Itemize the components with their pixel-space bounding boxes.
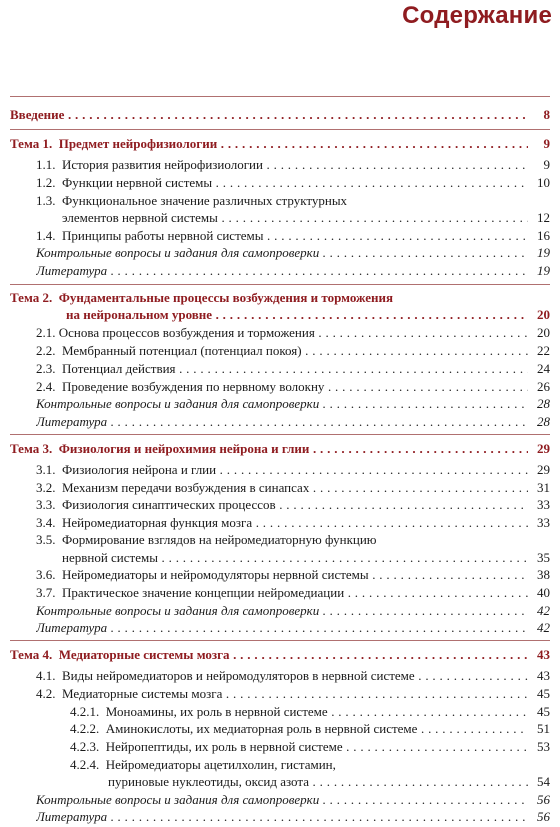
item-title: Основа процессов возбуждения и торможения — [58, 325, 315, 340]
theme-title: Физиология и нейрохимия нейрона и глии — [58, 441, 310, 456]
page-number: 20 — [537, 307, 550, 322]
item-title: Контрольные вопросы и задания для самопроверки — [36, 792, 320, 807]
toc-questions-2[interactable] — [36, 396, 550, 412]
toc-item-3-5-first-line — [36, 532, 377, 548]
page-number: 56 — [537, 809, 550, 824]
item-title: Принципы работы нервной системы — [62, 228, 264, 243]
item-title: элементов нервной системы — [62, 210, 218, 225]
item-title: пуриновые нуклеотиды, оксид азота — [108, 774, 309, 789]
item-title: Литература — [36, 620, 108, 635]
item-title: Контрольные вопросы и задания для самопроверки — [36, 603, 320, 618]
toc-item-3-4[interactable] — [36, 515, 550, 531]
theme-number: Тема 4. — [10, 647, 53, 662]
page-number: 56 — [537, 792, 550, 807]
toc-item-3-6[interactable] — [36, 567, 550, 583]
theme-title: Медиаторные системы мозга — [58, 647, 230, 662]
item-title: Функции нервной системы — [62, 175, 213, 190]
item-number: 1.4. — [36, 228, 56, 243]
toc-theme-2-first-line — [10, 290, 393, 306]
toc-item-3-5[interactable] — [62, 550, 550, 566]
toc-questions-1[interactable] — [36, 245, 550, 261]
item-number: 3.1. — [36, 462, 56, 477]
theme-number: Тема 2. — [10, 290, 53, 305]
item-number: 3.4. — [36, 515, 56, 530]
toc-item-3-1[interactable] — [36, 462, 550, 478]
toc-item-1-2[interactable] — [36, 175, 550, 191]
page-number: 10 — [537, 175, 550, 190]
item-number: 3.5. — [36, 532, 56, 547]
item-number: 3.2. — [36, 480, 56, 495]
toc-item-1-3[interactable] — [62, 210, 550, 226]
page-number: 19 — [537, 263, 550, 278]
divider — [10, 434, 550, 435]
toc-subitem-4-2-4[interactable] — [108, 774, 550, 790]
item-title: Контрольные вопросы и задания для самопроверки — [36, 245, 320, 260]
divider — [10, 96, 550, 97]
toc-item-4-2[interactable] — [36, 686, 550, 702]
item-title: Физиология синаптических процессов — [62, 497, 276, 512]
theme-title: Фундаментальные процессы возбуждения и торможения — [58, 290, 394, 305]
item-number: 4.2.1. — [70, 704, 100, 719]
page-number: 24 — [537, 361, 550, 376]
toc-subitem-4-2-4-first-line — [70, 757, 336, 773]
toc-item-3-7[interactable] — [36, 585, 550, 601]
page-number: 19 — [537, 245, 550, 260]
page-number: 43 — [537, 668, 550, 683]
page-number: 22 — [537, 343, 550, 358]
toc-item-2-4[interactable] — [36, 379, 550, 395]
item-title: Функциональное значение различных структурных — [62, 193, 348, 208]
theme-title: Предмет нейрофизиологии — [58, 136, 218, 151]
theme-number: Тема 3. — [10, 441, 53, 456]
item-title: Механизм передачи возбуждения в синапсах — [62, 480, 310, 495]
page-number: 40 — [537, 585, 550, 600]
item-title: Литература — [36, 263, 108, 278]
page-number: 42 — [537, 603, 550, 618]
toc-literature-3[interactable] — [36, 620, 550, 636]
item-number: 1.1. — [36, 157, 56, 172]
item-title: Нейромедиаторы и нейромодуляторы нервной системы — [62, 567, 369, 582]
toc-questions-4[interactable] — [36, 792, 550, 808]
page-number: 29 — [537, 462, 550, 477]
toc-theme-3[interactable] — [10, 441, 550, 457]
item-title: История развития нейрофизиологии — [62, 157, 263, 172]
item-title: Формирование взглядов на нейромедиаторную функцию — [62, 532, 377, 547]
page-number: 33 — [537, 497, 550, 512]
page-number: 9 — [543, 136, 550, 151]
entry-title: Введение — [10, 107, 65, 122]
item-number: 3.7. — [36, 585, 56, 600]
page-number: 28 — [537, 396, 550, 411]
item-title: нервной системы — [62, 550, 158, 565]
toc-literature-1[interactable] — [36, 263, 550, 279]
item-title: Мембранный потенциал (потенциал покоя) — [62, 343, 302, 358]
item-number: 4.2.4. — [70, 757, 100, 772]
page-number: 42 — [537, 620, 550, 635]
item-number: 1.3. — [36, 193, 56, 208]
toc-item-3-2[interactable] — [36, 480, 550, 496]
page-number: 33 — [537, 515, 550, 530]
item-number: 2.4. — [36, 379, 56, 394]
item-title: Нейромедиаторная функция мозга — [62, 515, 253, 530]
toc-theme-2[interactable] — [66, 307, 550, 323]
page-number: 45 — [537, 686, 550, 701]
toc-item-3-3[interactable] — [36, 497, 550, 513]
page-number: 26 — [537, 379, 550, 394]
item-title: Медиаторные системы мозга — [62, 686, 223, 701]
page-number: 54 — [537, 774, 550, 789]
item-title: Контрольные вопросы и задания для самопроверки — [36, 396, 320, 411]
item-number: 2.1. — [36, 325, 56, 340]
item-title: Проведение возбуждения по нервному волокну — [62, 379, 325, 394]
toc-entry-intro[interactable] — [10, 107, 550, 123]
toc-literature-2[interactable] — [36, 414, 550, 430]
item-number: 2.2. — [36, 343, 56, 358]
toc-questions-3[interactable] — [36, 603, 550, 619]
toc-subitem-4-2-1[interactable] — [70, 704, 550, 720]
divider — [10, 129, 550, 130]
item-title: Литература — [36, 414, 108, 429]
page-number: 28 — [537, 414, 550, 429]
theme-number: Тема 1. — [10, 136, 53, 151]
page-number: 43 — [537, 647, 550, 662]
page-number: 29 — [537, 441, 550, 456]
item-title: Литература — [36, 809, 108, 824]
toc-item-1-1[interactable] — [36, 157, 550, 173]
page-number: 20 — [537, 325, 550, 340]
item-title: Нейромедиаторы ацетилхолин, гистамин, — [105, 757, 336, 772]
item-number: 4.2.2. — [70, 721, 100, 736]
page-number: 51 — [537, 721, 550, 736]
page-number: 8 — [543, 107, 550, 122]
item-number: 1.2. — [36, 175, 56, 190]
divider — [10, 284, 550, 285]
item-number: 4.1. — [36, 668, 56, 683]
item-title: Потенциал действия — [62, 361, 176, 376]
toc-theme-1[interactable] — [10, 136, 550, 152]
item-number: 3.6. — [36, 567, 56, 582]
page-number: 9 — [543, 157, 550, 172]
page-number: 53 — [537, 739, 550, 754]
page-heading: Содержание — [402, 2, 552, 29]
theme-title: на нейрональном уровне — [66, 307, 213, 322]
page-number: 16 — [537, 228, 550, 243]
toc-item-1-3-first-line — [36, 193, 347, 209]
toc-item-2-1[interactable] — [36, 325, 550, 341]
toc-literature-4[interactable] — [36, 809, 550, 825]
item-title: Практическое значение концепции нейромедиации — [62, 585, 345, 600]
divider — [10, 640, 550, 641]
item-number: 4.2.3. — [70, 739, 100, 754]
page-number: 31 — [537, 480, 550, 495]
toc-theme-4[interactable] — [10, 647, 550, 663]
page-number: 45 — [537, 704, 550, 719]
toc-item-4-1[interactable] — [36, 668, 550, 684]
item-number: 2.3. — [36, 361, 56, 376]
toc-subitem-4-2-3[interactable] — [70, 739, 550, 755]
item-title: Виды нейромедиаторов и нейромодуляторов в нервной системе — [62, 668, 415, 683]
item-title: Физиология нейрона и глии — [62, 462, 217, 477]
toc-item-1-4[interactable] — [36, 228, 550, 244]
page-number: 38 — [537, 567, 550, 582]
item-title: Моноамины, их роль в нервной системе — [105, 704, 328, 719]
item-number: 4.2. — [36, 686, 56, 701]
item-title: Нейропептиды, их роль в нервной системе — [105, 739, 343, 754]
page-number: 12 — [537, 210, 550, 225]
toc-subitem-4-2-2[interactable] — [70, 721, 550, 737]
toc-item-2-3[interactable] — [36, 361, 550, 377]
item-number: 3.3. — [36, 497, 56, 512]
toc-item-2-2[interactable] — [36, 343, 550, 359]
page-number: 35 — [537, 550, 550, 565]
item-title: Аминокислоты, их медиаторная роль в нервной системе — [105, 721, 418, 736]
